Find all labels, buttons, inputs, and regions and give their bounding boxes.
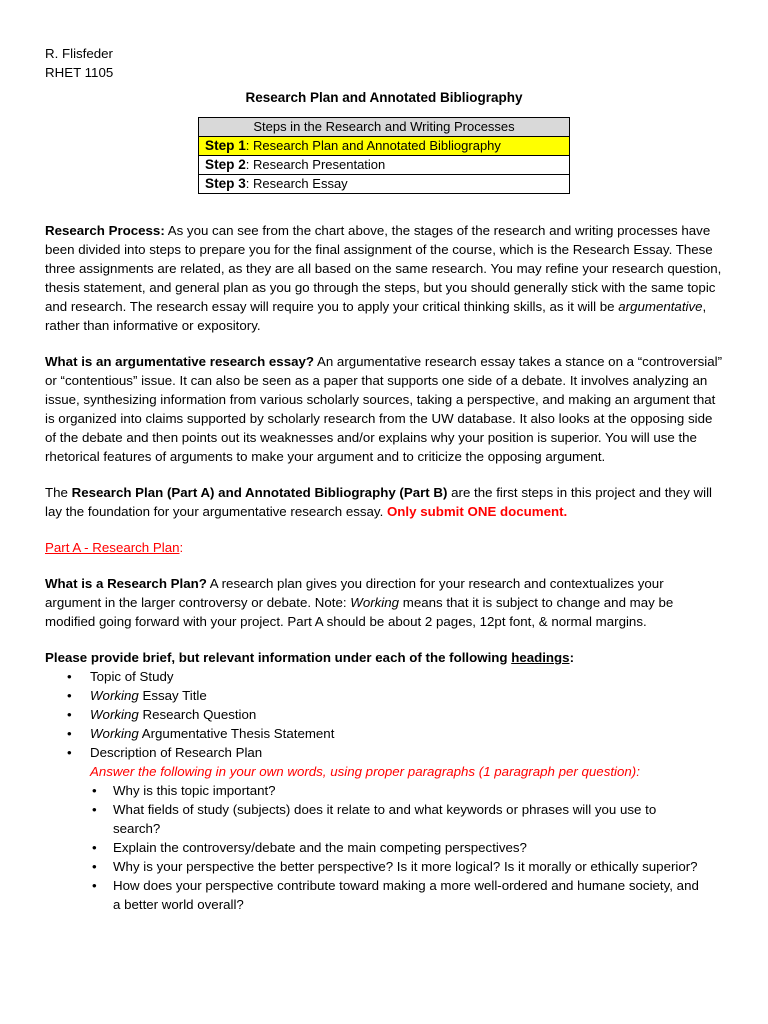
sub-questions-list — [45, 781, 723, 914]
instruction-text: Please provide brief, but relevant information under each of the following — [45, 650, 512, 665]
list-item-text: Essay Title — [138, 688, 207, 703]
step-number: Step 3 — [205, 176, 246, 191]
paragraph-text: The — [45, 485, 72, 500]
steps-table-cell — [199, 137, 570, 156]
research-plan-heading: What is a Research Plan? — [45, 576, 207, 591]
list-item: • What fields of study (subjects) does it relate to and what keywords or phrases will you use to search? — [45, 800, 723, 838]
paragraph-text: means that it is subject to change and may be modified going forward with your project. Part A should be about 2 pages, 12pt font, & normal margins. — [45, 595, 674, 629]
list-item — [45, 667, 723, 686]
part-a-colon: : — [179, 540, 184, 555]
paragraph-text: An argumentative research essay takes a stance on a “controversial” or “contentious” issue. It can also be seen as a paper that supports one side of a debate. It involves analyzing an issue, synthesizing information from various scholarly sources, taking a perspective, and making an argument that is organized into claims supported by scholarly research from the UW database. It also looks at the opposing side of the debate and then points out its weaknesses and/or explains why your position is superior. You will use the rhetorical features of arguments to make your argument and to criticize the opposing argument. — [45, 354, 722, 464]
step-label: : Research Presentation — [245, 157, 386, 172]
list-item-italic: Working — [90, 707, 139, 722]
list-item-text: Description of Research Plan — [90, 745, 263, 760]
list-item: • Explain the controversy/debate and the main competing perspectives? — [45, 838, 723, 857]
steps-table-header: Steps in the Research and Writing Processes — [199, 118, 570, 137]
steps-table-cell — [199, 175, 570, 194]
steps-table-header-row — [199, 118, 570, 137]
list-item — [45, 705, 723, 724]
argumentative-paragraph — [45, 352, 723, 466]
submit-note: Only submit ONE document. — [386, 504, 568, 519]
list-item — [45, 686, 723, 705]
steps-table-cell — [199, 156, 570, 175]
paragraph-text: A research plan gives you direction for your research and contextualizes your argument in the larger controversy or debate. Note: — [45, 576, 664, 610]
course-code: RHET 1105 — [45, 65, 114, 80]
steps-table-row — [199, 137, 570, 156]
list-item-text: Argumentative Thesis Statement — [138, 726, 335, 741]
list-item-text: Research Question — [138, 707, 257, 722]
instruction-underlined: headings — [511, 650, 570, 665]
steps-table-row — [199, 175, 570, 194]
list-item: • Why is your perspective the better perspective? Is it more logical? Is it morally or ethically superior? — [45, 857, 723, 876]
steps-table-row — [199, 156, 570, 175]
list-item — [45, 724, 723, 743]
headings-list — [45, 667, 723, 762]
paragraph-text: As you can see from the chart above, the stages of the research and writing processes have been divided into steps to prepare you for the final assignment of the course, which is the Research Essay. These three assignments are related, as they are all based on the same research. You may refine your research question, thesis statement, and general plan as you go through the steps, but you should generally stick with the same topic and research. The research essay will require you to apply your critical thinking skills, as it will be — [45, 223, 722, 314]
list-item: • Why is this topic important? — [45, 781, 723, 800]
step-number: Step 2 — [205, 157, 246, 172]
step-label: : Research Plan and Annotated Bibliography — [245, 138, 501, 153]
steps-table — [198, 117, 570, 194]
research-process-paragraph — [45, 221, 723, 335]
paragraph-italic: argumentative — [618, 299, 703, 314]
sub-questions-intro: Answer the following in your own words, using proper paragraphs (1 paragraph per question): — [90, 764, 640, 779]
list-item-text: Topic of Study — [90, 669, 174, 684]
part-a-heading-line — [45, 538, 723, 557]
document-title: Research Plan and Annotated Bibliography — [245, 90, 523, 105]
list-item: • How does your perspective contribute toward making a more well-ordered and humane society, and a better world overall? — [45, 876, 723, 914]
paragraph-text: , rather than informative or expository. — [45, 299, 707, 333]
intro-paragraph — [45, 483, 723, 521]
paragraph-bold: Research Plan (Part A) and Annotated Bibliography (Part B) — [71, 485, 448, 500]
instruction-colon: : — [569, 650, 575, 665]
list-item-italic: Working — [90, 688, 139, 703]
list-item-italic: Working — [90, 726, 139, 741]
research-process-heading: Research Process: — [45, 223, 165, 238]
research-plan-paragraph — [45, 574, 723, 631]
part-a-heading: Part A - Research Plan — [45, 540, 180, 555]
list-item — [45, 743, 723, 762]
argumentative-heading: What is an argumentative research essay? — [45, 354, 315, 369]
paragraph-text: are the first steps in this project and they will lay the foundation for your argumentative research essay. — [45, 485, 713, 519]
step-label: : Research Essay — [245, 176, 348, 191]
author-name: R. Flisfeder — [45, 46, 113, 61]
headings-instruction — [45, 648, 723, 667]
step-number: Step 1 — [205, 138, 246, 153]
paragraph-italic: Working — [350, 595, 400, 610]
